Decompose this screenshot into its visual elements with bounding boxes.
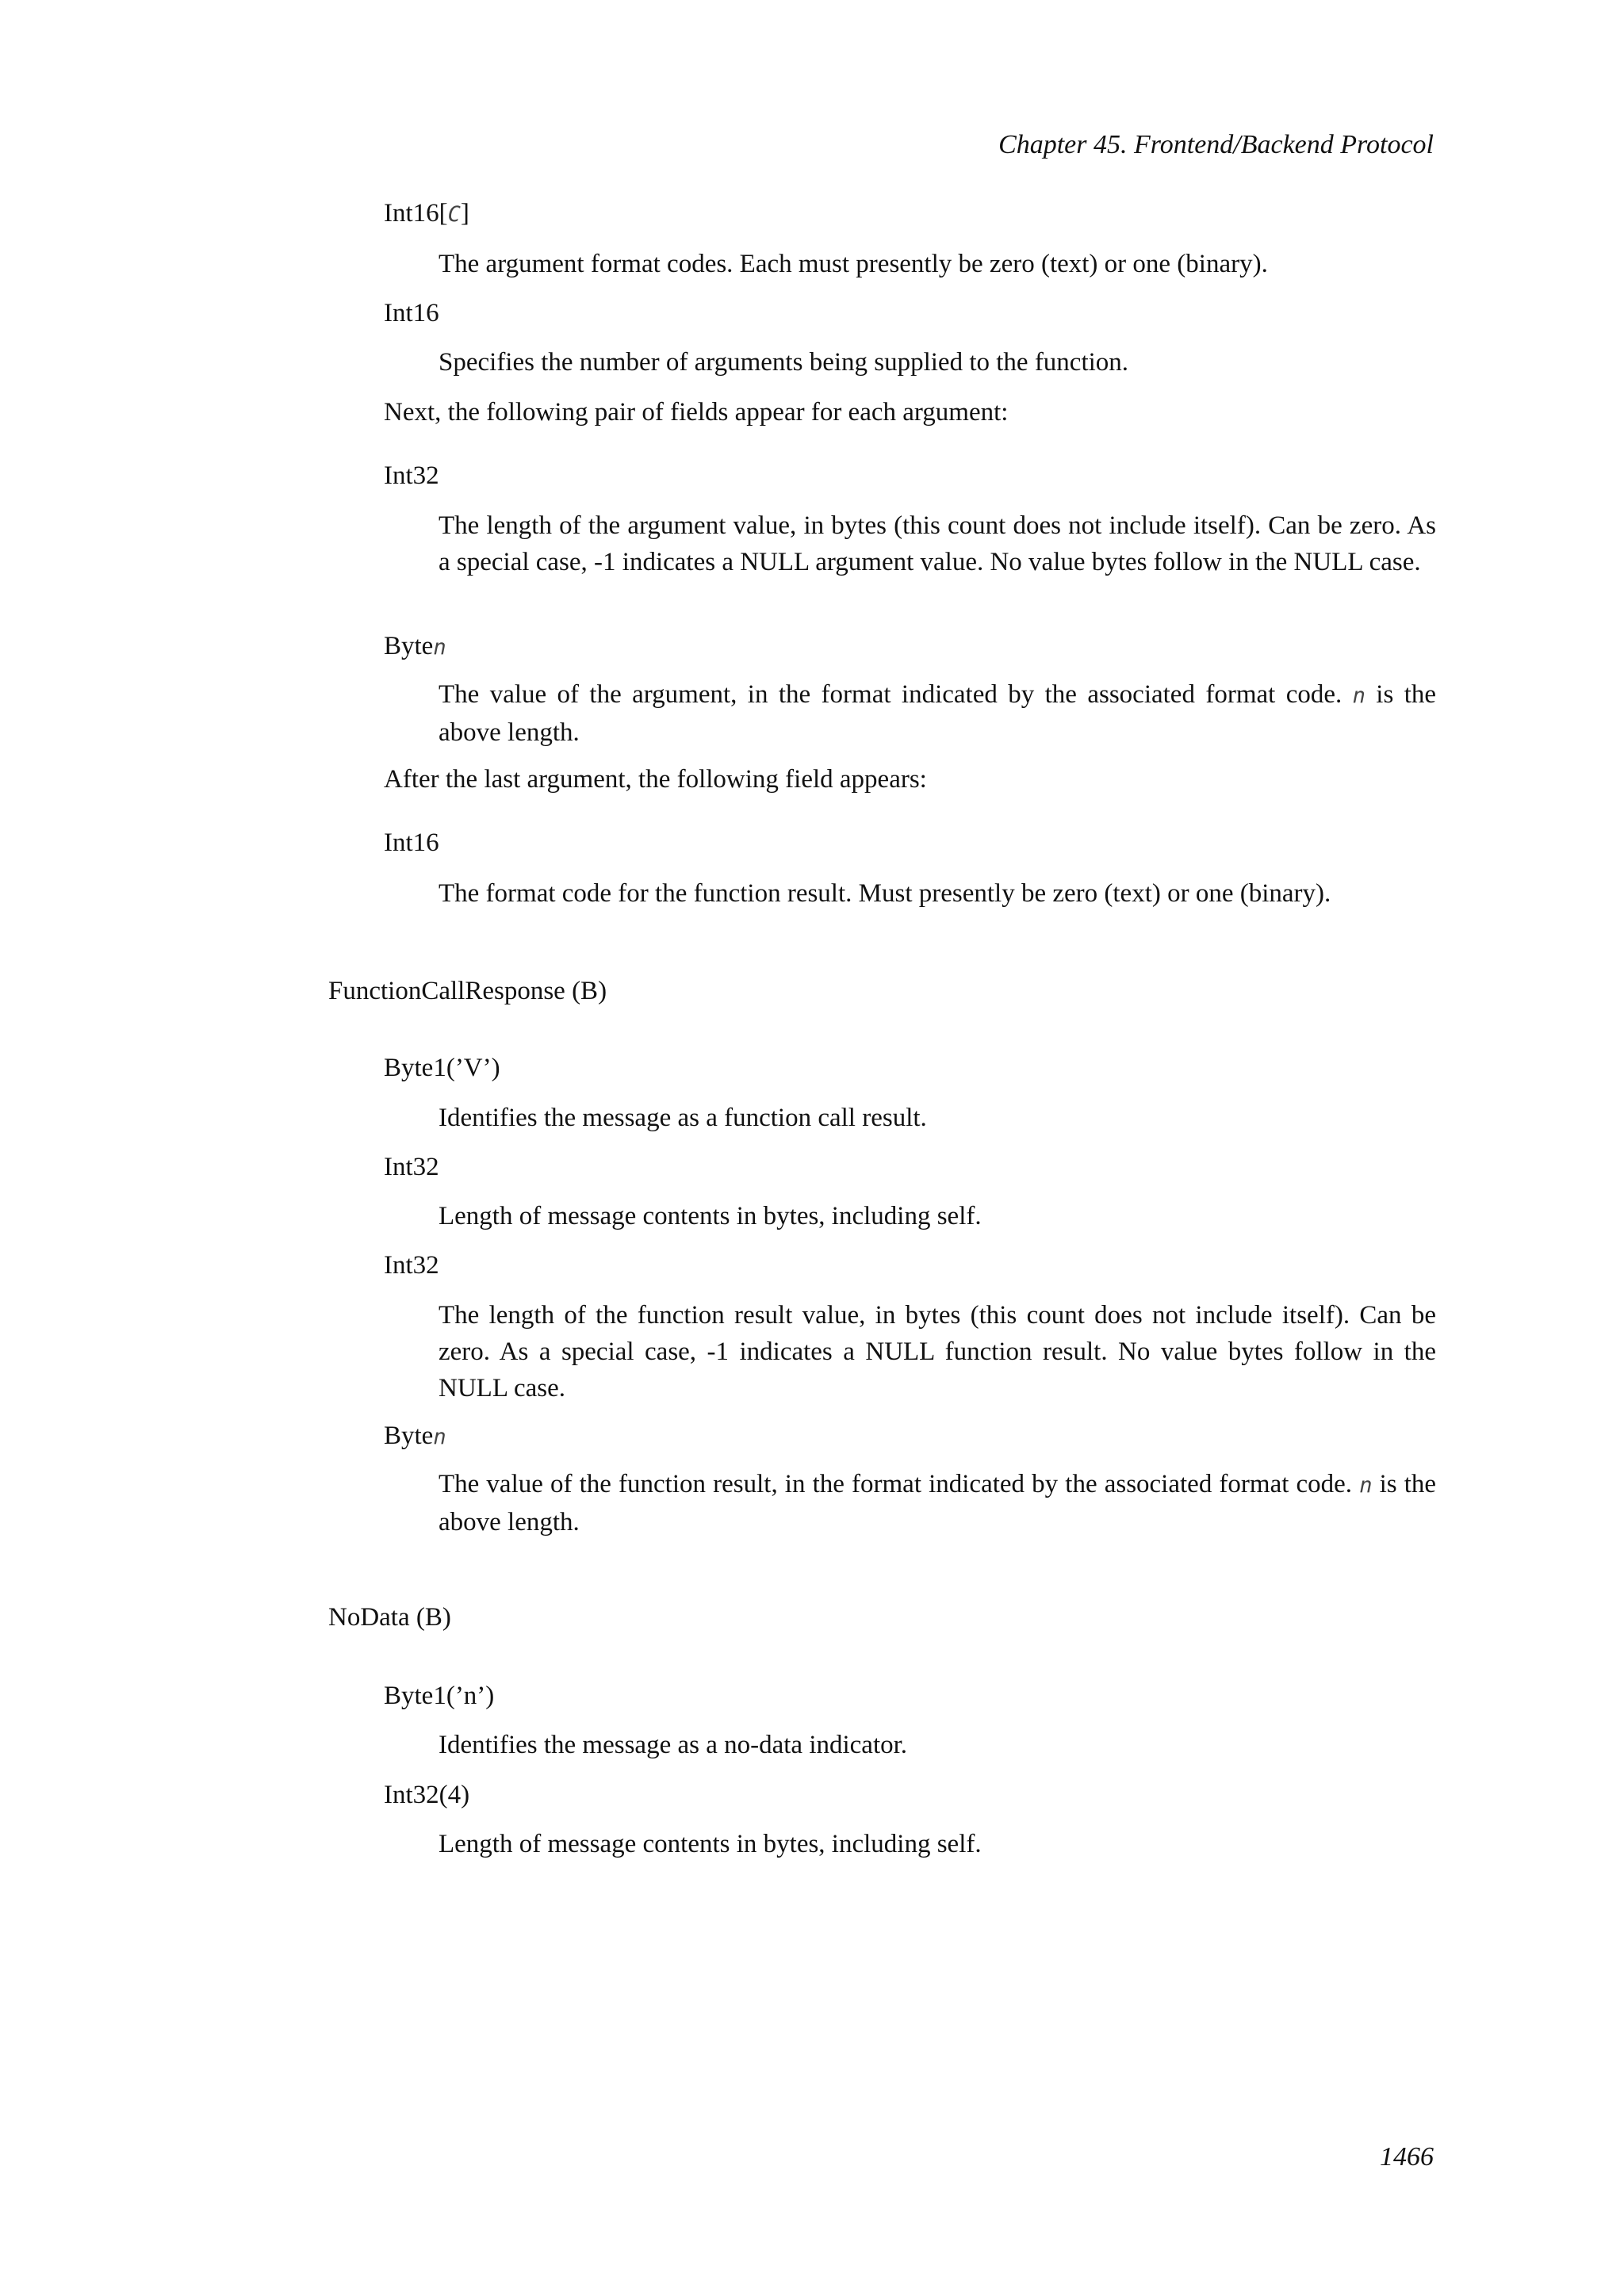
field-description: The format code for the function result. Must presently be zero (text) or one (binary). — [439, 879, 1331, 908]
field-term: Int16[C] — [384, 199, 469, 228]
field-term: Int32 — [384, 1153, 439, 1181]
message-title: NoData (B) — [328, 1603, 451, 1632]
running-header: Chapter 45. Frontend/Backend Protocol — [998, 130, 1434, 159]
field-description: Length of message contents in bytes, including self. — [439, 1830, 982, 1858]
field-description: Length of message contents in bytes, including self. — [439, 1202, 982, 1230]
field-description: The length of the function result value, in bytes (this count does not include itself). Can be zero. As a special case, -1 indicates a NULL function result. No value bytes follow in the NULL case. — [439, 1301, 1436, 1402]
field-term: Byten — [384, 1422, 446, 1450]
field-description: Identifies the message as a no-data indicator. — [439, 1731, 908, 1759]
body-paragraph: Next, the following pair of fields appear for each argument: — [384, 398, 1009, 427]
field-term: Byte1(’n’) — [384, 1682, 495, 1710]
term-variable: n — [433, 1425, 446, 1449]
field-description: The argument format codes. Each must presently be zero (text) or one (binary). — [439, 250, 1268, 278]
inline-variable: n — [1352, 683, 1365, 708]
inline-variable: n — [1359, 1473, 1373, 1498]
body-paragraph: After the last argument, the following field appears: — [384, 765, 927, 794]
field-description: The value of the function result, in the format indicated by the associated format code. n is the above length. — [439, 1470, 1437, 1536]
field-description: Specifies the number of arguments being supplied to the function. — [439, 348, 1129, 377]
term-variable: n — [433, 635, 446, 660]
field-term: Byten — [384, 632, 446, 660]
field-term: Int32 — [384, 1251, 439, 1280]
field-term: Int16 — [384, 299, 439, 327]
page-number: 1466 — [1380, 2142, 1434, 2172]
field-description: The value of the argument, in the format indicated by the associated format code. n is the above length. — [439, 680, 1437, 747]
field-term: Int16 — [384, 828, 439, 857]
field-term: Byte1(’V’) — [384, 1054, 500, 1082]
term-variable: C — [447, 202, 461, 227]
field-description: The length of the argument value, in bytes (this count does not include itself). Can be zero. As a special case, -1 indicates a NULL argument value. No value bytes follow in the NULL case. — [439, 511, 1436, 576]
field-term: Int32(4) — [384, 1781, 470, 1809]
field-term: Int32 — [384, 461, 439, 490]
message-title: FunctionCallResponse (B) — [328, 977, 607, 1005]
field-description: Identifies the message as a function call result. — [439, 1104, 927, 1132]
